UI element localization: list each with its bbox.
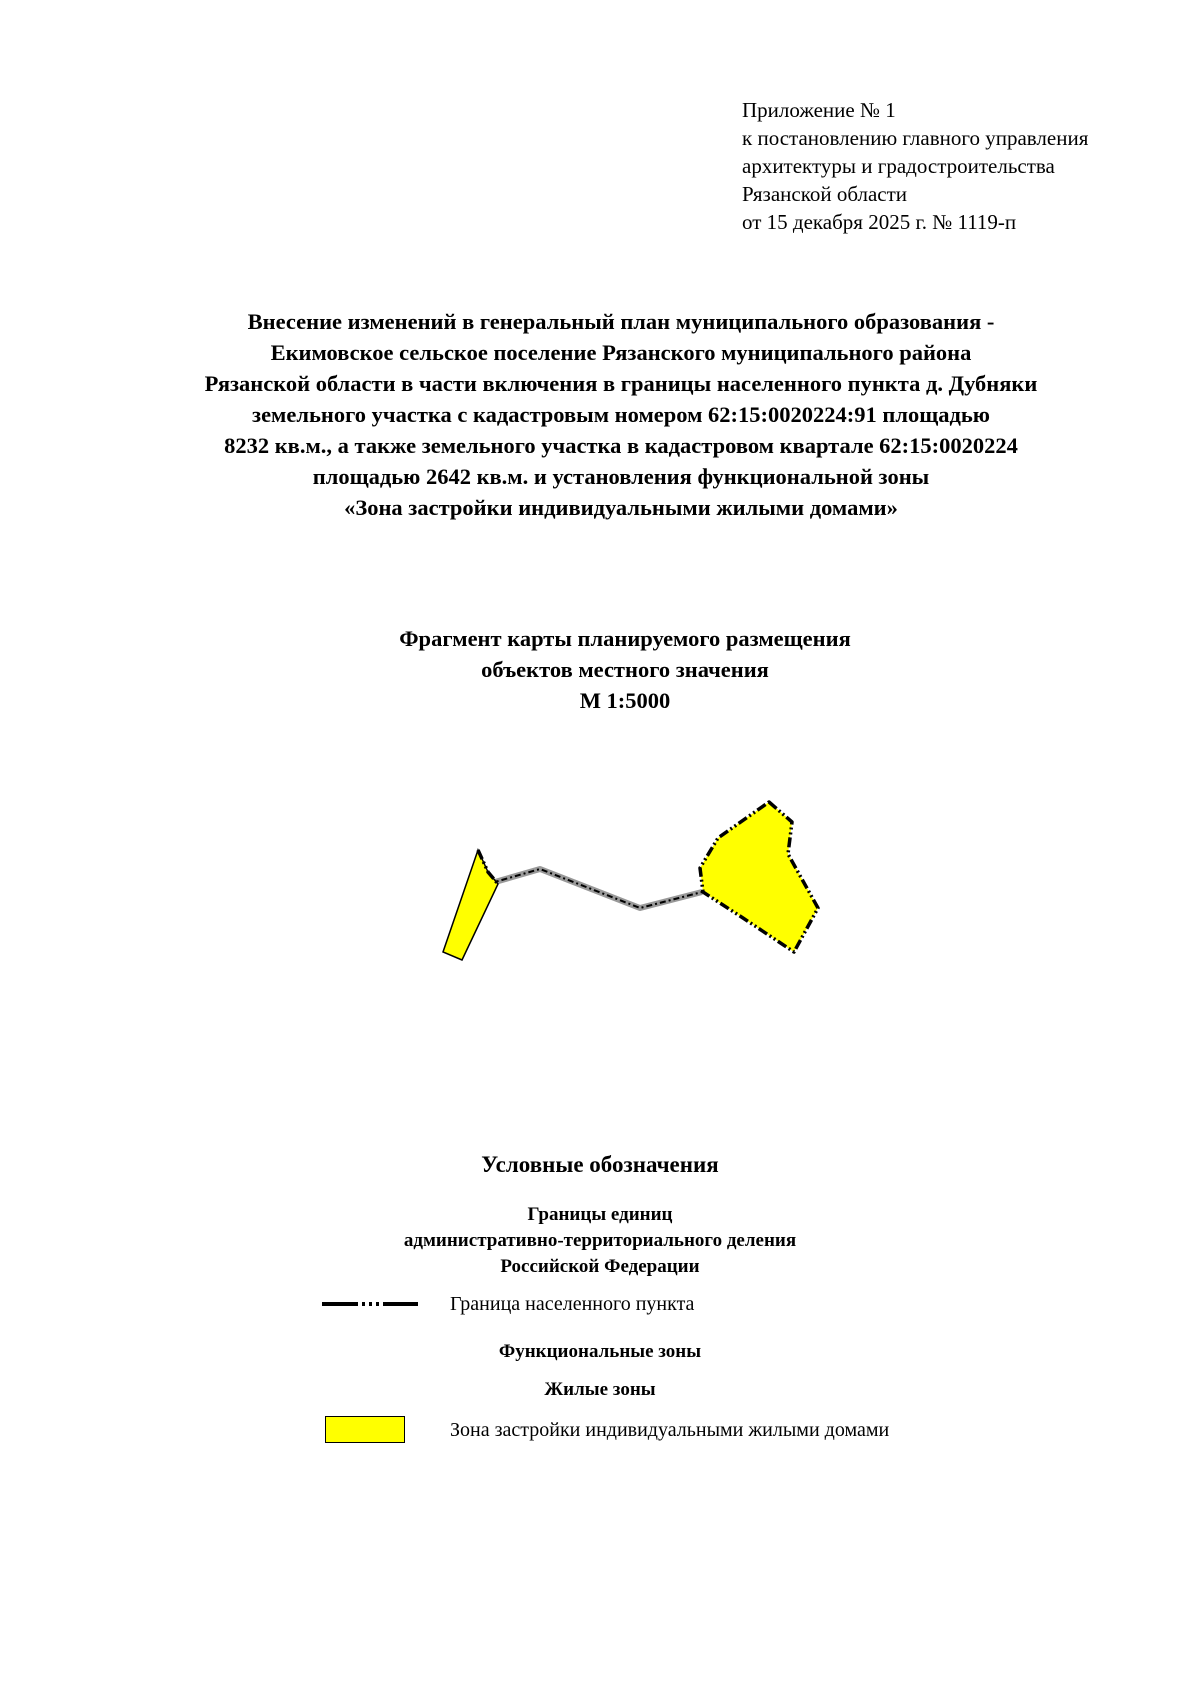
legend-group-title [250, 1202, 950, 1280]
title-line: Внесение изменений в генеральный план муниципального образования - [247, 309, 995, 334]
map-title [200, 623, 1050, 716]
appendix-line: Рязанской области [742, 182, 908, 206]
map-title-line: объектов местного значения [481, 657, 769, 682]
legend-group-line: административно-территориального деления [403, 1230, 797, 1251]
title-line: площадью 2642 кв.м. и установления функциональной зоны [312, 464, 930, 489]
appendix-line: к постановлению главного управления [742, 126, 1089, 150]
appendix-line: от 15 декабря 2025 г. № 1119-п [742, 210, 1017, 234]
legend-zones-title: Функциональные зоны [498, 1341, 702, 1362]
map-scale: М 1:5000 [579, 688, 671, 713]
title-line: земельного участка с кадастровым номером 62:15:0020224:91 площадью [252, 402, 990, 427]
appendix-note [742, 96, 1162, 236]
boundary-line-symbol [322, 1298, 418, 1310]
map-title-line: Фрагмент карты планируемого размещения [399, 626, 851, 651]
legend-zone-swatch [325, 1416, 405, 1443]
title-line: «Зона застройки индивидуальными жилыми домами» [344, 495, 898, 520]
map-fragment [420, 790, 840, 980]
legend-boundary-label: Граница населенного пункта [450, 1293, 695, 1315]
legend-zone-label: Зона застройки индивидуальными жилыми домами [450, 1419, 890, 1441]
title-line: Екимовское сельское поселение Рязанского муниципального района [270, 340, 972, 365]
document-title [60, 306, 1182, 523]
legend-residential-title: Жилые зоны [544, 1379, 656, 1400]
legend-group-line: Российской Федерации [500, 1256, 700, 1277]
legend-title: Условные обозначения [481, 1152, 719, 1177]
title-line: Рязанской области в части включения в границы населенного пункта д. Дубняки [204, 371, 1038, 396]
appendix-line: Приложение № 1 [742, 98, 896, 122]
zone-parcel-east [700, 802, 818, 952]
title-line: 8232 кв.м., а также земельного участка в кадастровом квартале 62:15:0020224 [224, 433, 1018, 458]
zone-parcel-west [443, 850, 498, 960]
appendix-line: архитектуры и градостроительства [742, 154, 1055, 178]
legend-group-line: Границы единиц [527, 1204, 673, 1225]
